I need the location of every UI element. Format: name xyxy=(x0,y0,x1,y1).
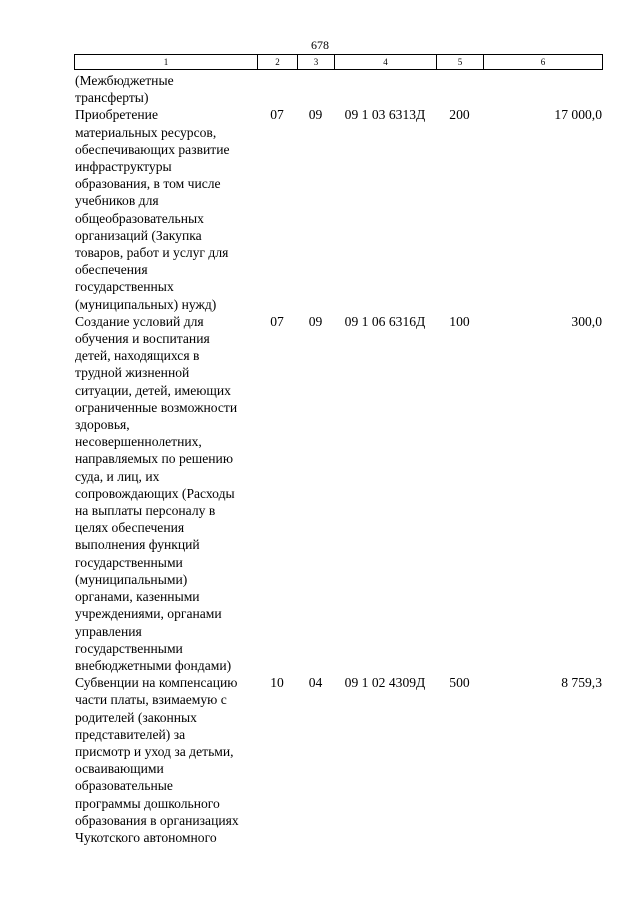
description-line: органами, казенными xyxy=(75,589,200,605)
column-header-5: 5 xyxy=(437,55,484,70)
amount-value: 17 000,0 xyxy=(554,107,602,123)
description-line: детей, находящихся в xyxy=(75,348,200,364)
description-line: обеспечивающих развитие xyxy=(75,141,230,157)
expense-type-code: 200 xyxy=(449,107,470,123)
target-article-code xyxy=(334,72,436,106)
description-line: материальных ресурсов, xyxy=(75,124,217,140)
table-row xyxy=(74,674,602,846)
table-row xyxy=(74,106,602,312)
section-code: 07 xyxy=(270,107,284,123)
expense-type-code: 500 xyxy=(449,675,470,691)
description-line: сопровождающих (Расходы xyxy=(75,485,235,501)
section-code xyxy=(257,72,297,106)
description-line: государственными xyxy=(75,640,183,656)
subsection-code: 09 xyxy=(308,313,323,329)
description-line: управления xyxy=(75,623,142,639)
description-line: части платы, взимаемую с xyxy=(75,692,227,708)
table-row xyxy=(74,72,602,106)
table-row xyxy=(74,313,602,674)
expense-type-code: 100 xyxy=(449,313,470,329)
target-article-code: 09 1 02 4309Д xyxy=(344,675,426,691)
subsection-code: 09 xyxy=(308,107,323,123)
description-line: направляемых по решению xyxy=(75,451,233,467)
target-article-code: 09 1 03 6313Д xyxy=(344,107,426,123)
column-number-header xyxy=(74,54,603,70)
description-line: Создание условий для xyxy=(75,313,204,329)
description-line: обеспечения xyxy=(75,262,148,278)
description-line: трудной жизненной xyxy=(75,365,190,381)
description-line: целях обеспечения xyxy=(75,520,185,536)
description-line: выполнения функций xyxy=(75,537,200,553)
description-line: внебюджетными фондами) xyxy=(75,657,232,673)
description-line: Субвенции на компенсацию xyxy=(75,675,238,691)
subsection-code xyxy=(297,72,334,106)
description-line: государственных xyxy=(75,279,174,295)
section-code: 10 xyxy=(270,675,284,691)
expense-type-code xyxy=(436,72,483,106)
description-line: на выплаты персоналу в xyxy=(75,503,216,519)
description-line: общеобразовательных xyxy=(75,210,204,226)
row-description xyxy=(74,313,257,674)
section-code: 07 xyxy=(270,313,284,329)
description-line: Приобретение xyxy=(75,107,158,123)
column-header-3: 3 xyxy=(298,55,335,70)
row-description xyxy=(74,106,257,312)
row-description xyxy=(74,72,257,106)
amount-value xyxy=(483,72,602,106)
description-line: родителей (законных xyxy=(75,709,197,725)
description-line: государственными xyxy=(75,554,183,570)
description-line: образования, в том числе xyxy=(75,176,221,192)
budget-table-body xyxy=(74,72,602,846)
description-line: программы дошкольного xyxy=(75,795,220,811)
column-header-6: 6 xyxy=(484,55,603,70)
description-line: осваивающими xyxy=(75,761,164,777)
description-line: учебников для xyxy=(75,193,159,209)
description-line: ограниченные возможности xyxy=(75,399,238,415)
header-row xyxy=(75,55,603,70)
description-line: образовательные xyxy=(75,778,173,794)
subsection-code: 04 xyxy=(308,675,323,691)
description-line: здоровья, xyxy=(75,417,130,433)
budget-table xyxy=(74,72,602,846)
amount-value: 300,0 xyxy=(571,313,602,329)
description-line: обучения и воспитания xyxy=(75,331,210,347)
target-article-code: 09 1 06 6316Д xyxy=(344,313,426,329)
column-header-2: 2 xyxy=(258,55,298,70)
description-line: присмотр и уход за детьми, xyxy=(75,743,234,759)
description-line: товаров, работ и услуг для xyxy=(75,245,229,261)
column-header-4: 4 xyxy=(335,55,437,70)
amount-value: 8 759,3 xyxy=(561,675,602,691)
description-line: инфраструктуры xyxy=(75,159,172,175)
description-line: несовершеннолетних, xyxy=(75,434,202,450)
description-line: (Межбюджетные xyxy=(75,73,174,88)
description-line: Чукотского автономного xyxy=(75,829,217,845)
column-header-1: 1 xyxy=(75,55,258,70)
description-line: учреждениями, органами xyxy=(75,606,222,622)
row-description xyxy=(74,674,257,846)
description-line: (муниципальными) xyxy=(75,571,188,587)
description-line: ситуации, детей, имеющих xyxy=(75,382,231,398)
description-line: организаций (Закупка xyxy=(75,227,202,243)
page-number: 678 xyxy=(311,38,329,52)
description-line: трансферты) xyxy=(75,90,149,106)
description-line: (муниципальных) нужд) xyxy=(75,296,217,312)
description-line: представителей) за xyxy=(75,726,186,742)
description-line: суда, и лиц, их xyxy=(75,468,160,484)
description-line: образования в организациях xyxy=(75,812,239,828)
